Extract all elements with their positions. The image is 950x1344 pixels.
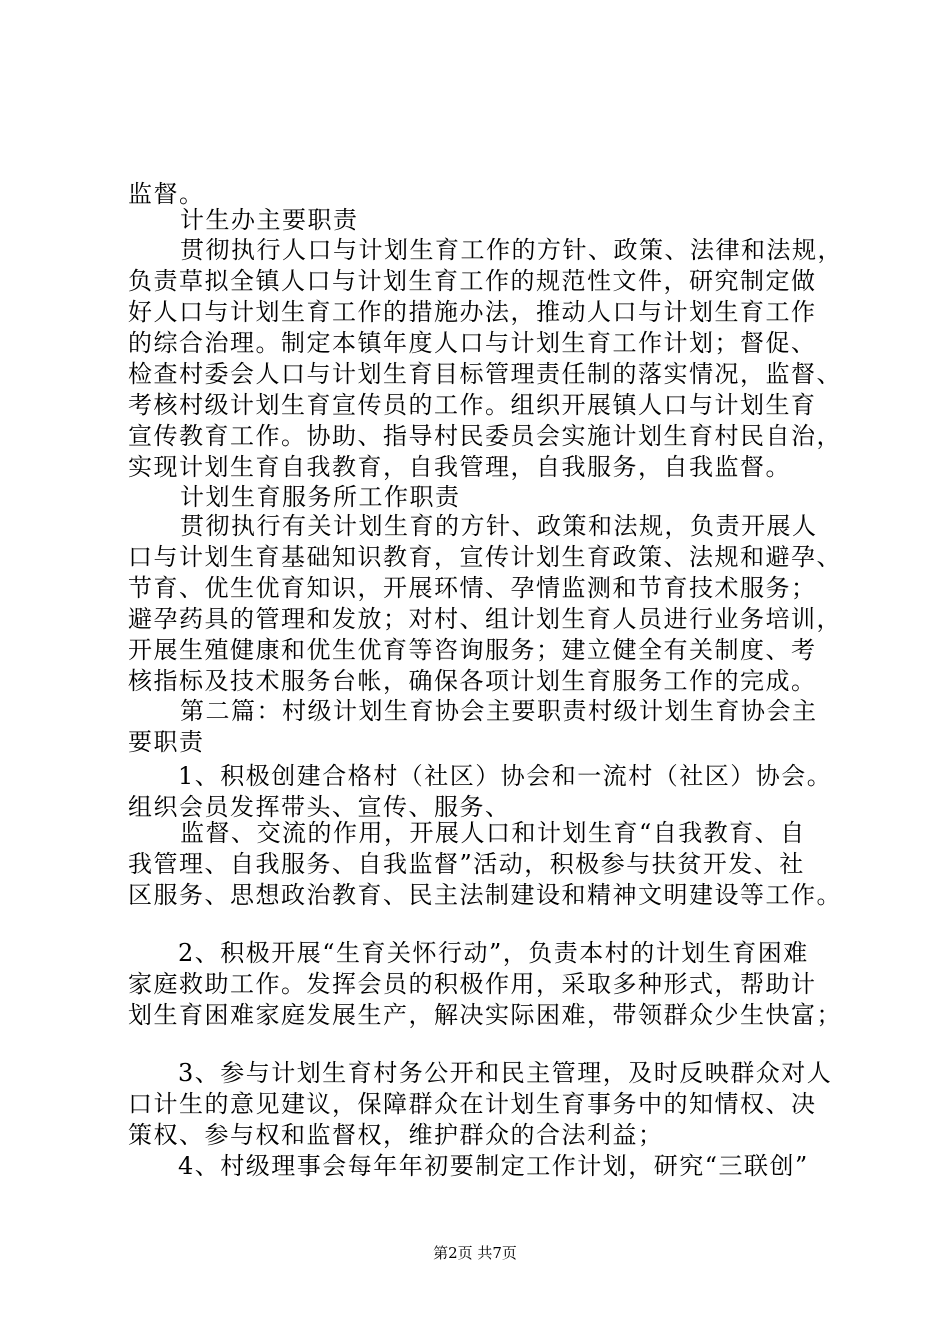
text-line: 监督。 — [128, 180, 205, 208]
text-line: 区服务、思想政治教育、民主法制建设和精神文明建设等工作。 — [128, 881, 842, 909]
text-line: 好人口与计划生育工作的措施办法，推动人口与计划生育工作 — [128, 298, 817, 326]
text-line: 2、积极开展“生育关怀行动”，负责本村的计划生育困难 — [178, 939, 809, 967]
text-line: 1、积极创建合格村（社区）协会和一流村（社区）协会。 — [178, 762, 833, 790]
text-line: 划生育困难家庭发展生产，解决实际困难，带领群众少生快富； — [128, 1001, 842, 1029]
section-title: 第二篇：村级计划生育协会主要职责村级计划生育协会主 — [180, 697, 818, 725]
page-number: 第2页 共7页 — [433, 1244, 517, 1262]
section-heading: 计生办主要职责 — [180, 206, 359, 234]
text-line: 口计生的意见建议，保障群众在计划生育事务中的知情权、决 — [128, 1090, 817, 1118]
text-line: 家庭救助工作。发挥会员的积极作用，采取多种形式，帮助计 — [128, 970, 817, 998]
text-line: 口与计划生育基础知识教育，宣传计划生育政策、法规和避孕、 — [128, 543, 842, 571]
text-line: 核指标及技术服务台帐，确保各项计划生育服务工作的完成。 — [128, 667, 817, 695]
text-line: 组织会员发挥带头、宣传、服务、 — [128, 793, 511, 821]
text-line: 我管理、自我服务、自我监督”活动，积极参与扶贫开发、社 — [128, 850, 805, 878]
text-line: 开展生殖健康和优生优育等咨询服务；建立健全有关制度、考 — [128, 636, 817, 664]
text-line: 贯彻执行有关计划生育的方针、政策和法规，负责开展人 — [180, 512, 818, 540]
section-heading: 计划生育服务所工作职责 — [180, 483, 461, 511]
section-title: 要职责 — [128, 728, 205, 756]
text-line: 3、参与计划生育村务公开和民主管理，及时反映群众对人 — [178, 1059, 833, 1087]
text-line: 节育、优生优育知识，开展环情、孕情监测和节育技术服务； — [128, 574, 817, 602]
text-line: 负责草拟全镇人口与计划生育工作的规范性文件，研究制定做 — [128, 267, 817, 295]
text-line: 考核村级计划生育宣传员的工作。组织开展镇人口与计划生育 — [128, 391, 817, 419]
text-line: 避孕药具的管理和发放；对村、组计划生育人员进行业务培训， — [128, 605, 842, 633]
text-line: 监督、交流的作用，开展人口和计划生育“自我教育、自 — [180, 819, 806, 847]
text-line: 贯彻执行人口与计划生育工作的方针、政策、法律和法规， — [180, 236, 843, 264]
text-line: 检查村委会人口与计划生育目标管理责任制的落实情况，监督、 — [128, 360, 842, 388]
text-line: 实现计划生育自我教育，自我管理，自我服务，自我监督。 — [128, 453, 791, 481]
text-line: 的综合治理。制定本镇年度人口与计划生育工作计划；督促、 — [128, 329, 817, 357]
text-line: 策权、参与权和监督权，维护群众的合法利益； — [128, 1121, 664, 1149]
text-line: 宣传教育工作。协助、指导村民委员会实施计划生育村民自治， — [128, 422, 842, 450]
text-line: 4、村级理事会每年年初要制定工作计划，研究“三联创” — [178, 1152, 809, 1180]
